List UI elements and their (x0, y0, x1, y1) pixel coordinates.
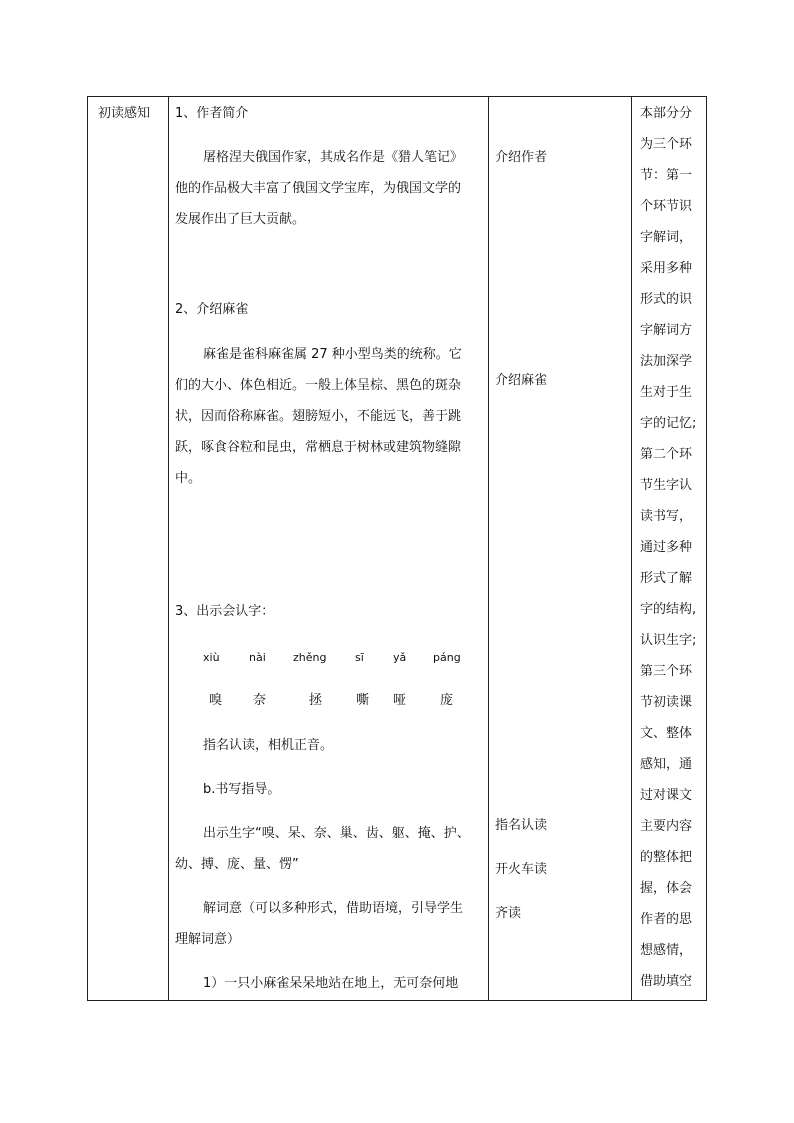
paragraph-line: 1）一只小麻雀呆呆地站在地上，无可奈何地 (203, 976, 459, 991)
character: 庞 (440, 693, 454, 708)
teaching-content-column (169, 97, 488, 1000)
intent-line: 本部分分 (640, 106, 693, 121)
character: 奈 (253, 693, 267, 708)
paragraph-line: 发展作出了巨大贡献。 (175, 212, 306, 227)
activity-item: 指名认读 (495, 818, 548, 833)
intent-line: 法加深学 (640, 354, 693, 369)
lesson-plan-table (87, 96, 707, 1001)
paragraph-line: 们的大小、体色相近。一般上体呈棕、黑色的斑杂 (175, 378, 462, 393)
paragraph-line: 他的作品极大丰富了俄国文学宝库，为俄国文学的 (175, 181, 462, 196)
intent-line: 为三个环 (640, 137, 693, 152)
intent-line: 读书写， (640, 509, 693, 524)
section-title-author: 1、作者简介 (175, 106, 249, 121)
intent-line: 握，体会 (640, 881, 693, 896)
activity-item: 介绍作者 (495, 150, 548, 165)
paragraph-line: 状，因而俗称麻雀。翅膀短小，不能远飞，善于跳 (175, 409, 462, 424)
pinyin: zhěng (293, 651, 327, 664)
character: 拯 (309, 693, 323, 708)
intent-line: 字的记忆; (640, 416, 697, 431)
section-title-sparrow: 2、介绍麻雀 (175, 302, 249, 317)
intent-line: 形式的识 (640, 292, 693, 307)
intent-line: 节生字认 (640, 478, 693, 493)
intent-line: 过对课文 (640, 788, 693, 803)
intent-line: 借助填空 (640, 974, 693, 989)
intent-line: 作者的思 (640, 912, 693, 927)
activity-item: 齐读 (495, 906, 522, 921)
paragraph-line: 麻雀是雀科麻雀属 27 种小型鸟类的统称。它 (203, 347, 462, 362)
intent-line: 的整体把 (640, 850, 693, 865)
paragraph-line: 指名认读，相机正音。 (203, 738, 334, 753)
activity-item: 开火车读 (495, 862, 548, 877)
paragraph-line: 解词意（可以多种形式，借助语境，引导学生 (203, 901, 464, 916)
section-title-characters: 3、出示会认字： (175, 604, 275, 619)
intent-line: 个环节识 (640, 199, 693, 214)
intent-line: 文、整体 (640, 726, 693, 741)
character: 哑 (393, 693, 407, 708)
pinyin: nài (249, 651, 266, 664)
activity-item: 介绍麻雀 (495, 373, 548, 388)
student-activity-column (489, 97, 631, 1000)
intent-line: 字解词方 (640, 323, 693, 338)
intent-line: 第二个环 (640, 447, 693, 462)
intent-line: 采用多种 (640, 261, 693, 276)
intent-line: 生对于生 (640, 385, 693, 400)
paragraph-line: 理解词意） (175, 932, 241, 947)
intent-line: 想感情， (640, 943, 693, 958)
character: 嗅 (209, 693, 223, 708)
intent-line: 认识生字; (640, 633, 697, 648)
intent-line: 形式了解 (640, 571, 693, 586)
intent-line: 第三个环 (640, 664, 693, 679)
design-intent-column (632, 97, 708, 1000)
intent-line: 节初读课 (640, 695, 693, 710)
intent-line: 字解词， (640, 230, 693, 245)
intent-line: 节：第一 (640, 168, 693, 183)
pinyin: páng (433, 651, 461, 664)
intent-line: 主要内容 (640, 819, 693, 834)
intent-line: 字的结构, (640, 602, 697, 617)
paragraph-line: 中。 (175, 471, 202, 486)
paragraph-line: 幼、搏、庞、量、愣” (175, 857, 299, 872)
character: 嘶 (356, 693, 370, 708)
pinyin: yǎ (393, 651, 407, 664)
paragraph-line: 出示生字“嗅、呆、奈、巢、齿、躯、掩、护、 (203, 826, 470, 841)
stage-column (88, 97, 168, 1000)
intent-line: 通过多种 (640, 540, 693, 555)
stage-label: 初读感知 (98, 106, 151, 121)
paragraph-line: 跃，啄食谷粒和昆虫，常栖息于树林或建筑物缝隙 (175, 440, 462, 455)
paragraph-line: b.书写指导。 (203, 782, 281, 797)
intent-line: 感知，通 (640, 757, 693, 772)
pinyin: sī (355, 651, 364, 664)
paragraph-line: 屠格涅夫俄国作家，其成名作是《猎人笔记》 (203, 150, 464, 165)
pinyin: xiù (203, 651, 220, 664)
